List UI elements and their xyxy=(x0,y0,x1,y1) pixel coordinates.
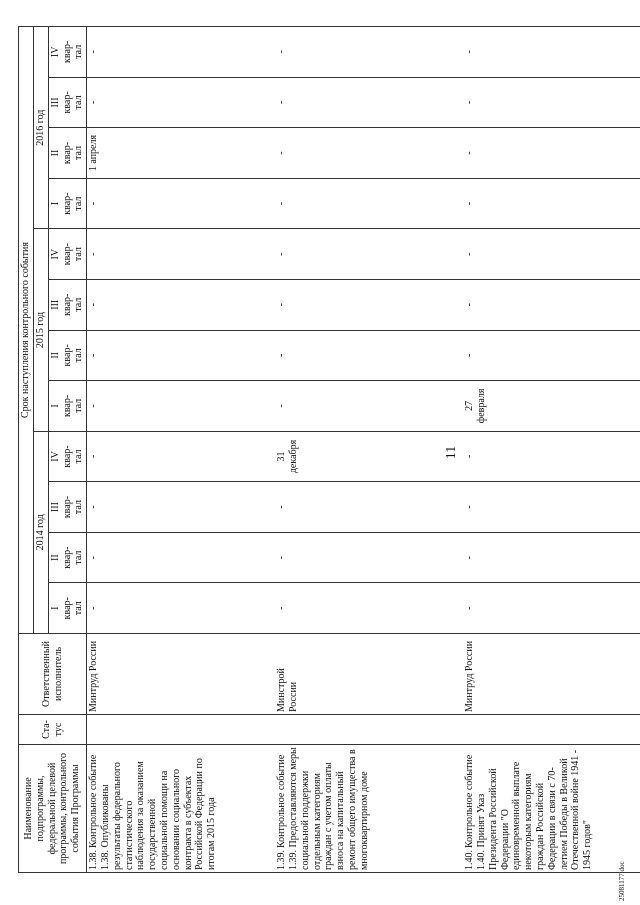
quarter-label-part: тал xyxy=(73,449,85,464)
event-name-cell xyxy=(87,745,276,873)
status-cell xyxy=(463,715,640,745)
control-events-table xyxy=(18,26,640,873)
header-quarter xyxy=(48,77,86,128)
page-number: 11 xyxy=(444,445,459,460)
term-cell: - xyxy=(275,381,463,432)
quarter-label-part: тал xyxy=(73,44,85,59)
term-cell: - xyxy=(463,583,640,634)
quarter-label-part: квар- xyxy=(61,344,73,367)
status-cell xyxy=(87,715,276,745)
executor-cell: Минтруд России xyxy=(87,634,276,715)
quarter-label-part: квар- xyxy=(61,141,73,165)
term-cell: - xyxy=(463,431,640,482)
header-status: Ста-тус xyxy=(19,715,87,745)
quarter-label-part: тал xyxy=(73,348,85,363)
executor-cell: Минтруд России xyxy=(463,634,640,715)
term-cell: - xyxy=(87,330,276,381)
event-name: Контрольное событие 1.38. Опубликованы результаты федерального статистического наблюдения за оказанием государственной социальной помощи на основании социального контракта в субъектах Российской Федерации по итогам 2015 года xyxy=(88,754,218,870)
header-quarter xyxy=(48,381,86,432)
term-cell: - xyxy=(87,27,276,78)
header-quarter xyxy=(48,532,86,583)
quarter-label-part: IV xyxy=(49,248,61,260)
header-year: 2016 год xyxy=(33,27,48,229)
term-cell: - xyxy=(275,178,463,229)
event-name: Контрольное событие 1.39. Предоставляются меры социальной поддержки отдельным категориям граждан с учетом оплаты взноса на капитальный ремонт общего имущества в многоквартирном доме xyxy=(276,747,370,870)
term-cell: - xyxy=(275,532,463,583)
term-cell: - xyxy=(275,583,463,634)
quarter-label-part: тал xyxy=(73,550,85,565)
quarter-label-part: тал xyxy=(73,95,85,110)
quarter-label-part: тал xyxy=(73,297,85,312)
term-cell: - xyxy=(463,330,640,381)
quarter-label-part: квар- xyxy=(61,91,73,114)
term-cell: - xyxy=(275,128,463,179)
term-cell: - xyxy=(463,77,640,128)
term-cell: - xyxy=(275,229,463,280)
term-cell: - xyxy=(87,431,276,482)
header-quarter xyxy=(48,178,86,229)
quarter-label-part: III xyxy=(49,97,61,108)
term-cell: - xyxy=(87,178,276,229)
header-quarter xyxy=(48,229,86,280)
quarter-label-part: квар- xyxy=(61,293,73,316)
document-id: 25081177.doc xyxy=(618,861,626,901)
header-year: 2015 год xyxy=(33,229,48,431)
executor-cell: Минстрой России xyxy=(275,634,463,715)
event-name-cell xyxy=(275,745,463,873)
header-year: 2014 год xyxy=(33,431,48,633)
header-quarter xyxy=(48,482,86,533)
row-number: 1.40. xyxy=(464,850,476,870)
term-cell: - xyxy=(275,27,463,78)
quarter-label-part: квар- xyxy=(61,597,73,620)
quarter-label-part: тал xyxy=(73,196,85,211)
table-row xyxy=(87,27,276,873)
status-cell xyxy=(275,715,463,745)
term-cell: - xyxy=(463,229,640,280)
quarter-label-part: II xyxy=(49,149,61,157)
quarter-label-part: квар- xyxy=(61,192,73,215)
term-cell: - xyxy=(87,77,276,128)
quarter-label-part: III xyxy=(49,502,61,513)
term-cell: - xyxy=(463,279,640,330)
quarter-label-part: IV xyxy=(49,46,61,58)
quarter-label-part: I xyxy=(49,404,61,408)
term-cell: - xyxy=(87,583,276,634)
header-quarter xyxy=(48,279,86,330)
term-cell: - xyxy=(275,77,463,128)
header-quarter xyxy=(48,128,86,179)
header-term: Срок наступления контрольного события xyxy=(19,27,34,634)
term-cell: - xyxy=(463,532,640,583)
term-cell: - xyxy=(87,482,276,533)
header-name: Наименование подпрограммы, федеральной целевой программы, контрольного события Программы xyxy=(19,745,87,873)
header-executor: Ответственный исполнитель xyxy=(19,634,87,715)
header-quarter xyxy=(48,431,86,482)
row-number: 1.39. xyxy=(276,850,288,870)
row-number: 1.38. xyxy=(88,850,100,870)
term-cell: - xyxy=(275,279,463,330)
quarter-label-part: IV xyxy=(49,451,61,462)
header-quarter xyxy=(48,583,86,634)
quarter-label-part: квар- xyxy=(61,546,73,569)
quarter-label-part: квар- xyxy=(61,445,73,468)
term-cell: - xyxy=(275,330,463,381)
quarter-label-part: квар- xyxy=(61,495,73,519)
quarter-label-part: тал xyxy=(73,500,85,515)
term-cell: - xyxy=(87,381,276,432)
term-cell: 31 декабря xyxy=(275,431,463,482)
table-row xyxy=(275,27,463,873)
quarter-label-part: I xyxy=(49,606,61,610)
quarter-label-part: квар- xyxy=(61,394,73,418)
quarter-label-part: тал xyxy=(73,146,85,161)
table-row xyxy=(463,27,640,873)
quarter-label-part: III xyxy=(49,299,61,310)
quarter-label-part: I xyxy=(49,201,61,206)
quarter-label-part: тал xyxy=(73,398,85,413)
term-cell: - xyxy=(463,128,640,179)
term-cell: - xyxy=(463,178,640,229)
term-cell: 27 февраля xyxy=(463,381,640,432)
quarter-label-part: II xyxy=(49,554,61,561)
term-cell: - xyxy=(275,482,463,533)
event-name-cell xyxy=(463,745,640,873)
term-cell: - xyxy=(87,532,276,583)
quarter-label-part: квар- xyxy=(61,40,73,63)
term-cell: - xyxy=(463,27,640,78)
term-cell: - xyxy=(463,482,640,533)
quarter-label-part: II xyxy=(49,351,61,359)
term-cell: 1 апреля xyxy=(87,128,276,179)
quarter-label-part: квар- xyxy=(61,243,73,266)
term-cell: - xyxy=(87,279,276,330)
quarter-label-part: тал xyxy=(73,601,85,616)
term-cell: - xyxy=(87,229,276,280)
header-quarter xyxy=(48,27,86,78)
quarter-label-part: тал xyxy=(73,247,85,262)
header-quarter xyxy=(48,330,86,381)
event-name: Контрольное событие 1.40. Принят Указ Президента Российской Федерации "О единовременной выплате некоторым категориям граждан Российской Федерации в связи с 70-летием Победы в Великой Отечественной войне 1941 - 1945 годов" xyxy=(464,749,594,870)
